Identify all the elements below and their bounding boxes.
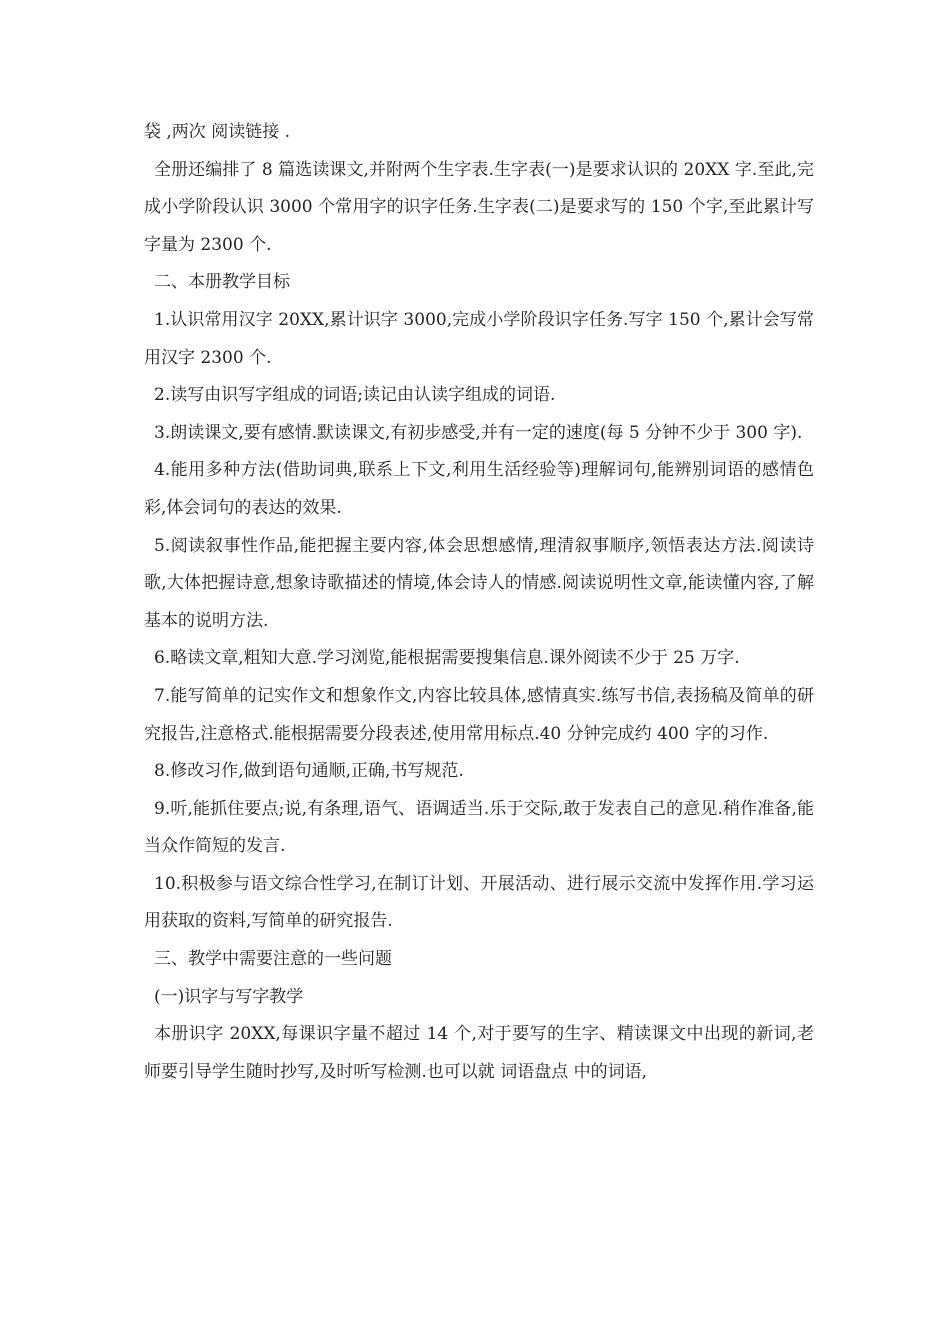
goal-item-5: 5.阅读叙事性作品,能把握主要内容,体会思想感情,理清叙事顺序,领悟表达方法.阅读诗歌,大体把握诗意,想象诗歌描述的情境,体会诗人的情感.阅读说明性文章,能读懂内容,了解基本的说明方法. <box>144 535 814 631</box>
goal-item-9: 9.听,能抓住要点;说,有条理,语气、语调适当.乐于交际,敢于发表自己的意见.稍作准备,能当众作简短的发言. <box>144 798 814 857</box>
goal-item-6: 6.略读文章,粗知大意.学习浏览,能根据需要搜集信息.课外阅读不少于 25 万字. <box>154 648 740 669</box>
paragraph-continuation: 袋 ,两次 阅读链接 . <box>144 122 291 142</box>
goal-item-4: 4.能用多种方法(借助词典,联系上下文,利用生活经验等)理解词句,能辨别词语的感情色彩,体会词句的表达的效果. <box>144 460 814 518</box>
section-heading-teaching-issues: 三、教学中需要注意的一些问题 <box>154 949 392 970</box>
goal-item-2: 2.读写由识写字组成的词语;读记由认读字组成的词语. <box>154 385 556 406</box>
goal-item-3: 3.朗读课文,要有感情.默读课文,有初步感受,并有一定的速度(每 5 分钟不少于 300 字). <box>154 422 803 443</box>
paragraph-literacy-details: 本册识字 20XX,每课识字量不超过 14 个,对于要写的生字、精读课文中出现的新词,老师要引导学生随时抄写,及时听写检测.也可以就 词语盘点 中的词语, <box>144 1024 814 1082</box>
paragraph-book-overview: 全册还编排了 8 篇选读课文,并附两个生字表.生字表(一)是要求认识的 20XX 字.至此,完成小学阶段认识 3000 个常用字的识字任务.生字表(二)是要求写的 150 个字,至此累计写字量为 2300 个. <box>144 159 814 255</box>
goal-item-1: 1.认识常用汉字 20XX,累计识字 3000,完成小学阶段识字任务.写字 150 个,累计会写常用汉字 2300 个. <box>144 309 814 368</box>
goal-item-10: 10.积极参与语文综合性学习,在制订计划、开展活动、进行展示交流中发挥作用.学习运用获取的资料,写简单的研究报告. <box>144 873 814 932</box>
subsection-heading-literacy: (一)识字与写字教学 <box>154 986 304 1007</box>
section-heading-teaching-goals: 二、本册教学目标 <box>154 272 290 293</box>
document-body <box>144 114 814 1091</box>
goal-item-7: 7.能写简单的记实作文和想象作文,内容比较具体,感情真实.练写书信,表扬稿及简单的研究报告,注意格式.能根据需要分段表述,使用常用标点.40 分钟完成约 400 字的习作. <box>144 685 814 744</box>
goal-item-8: 8.修改习作,做到语句通顺,正确,书写规范. <box>154 761 464 782</box>
